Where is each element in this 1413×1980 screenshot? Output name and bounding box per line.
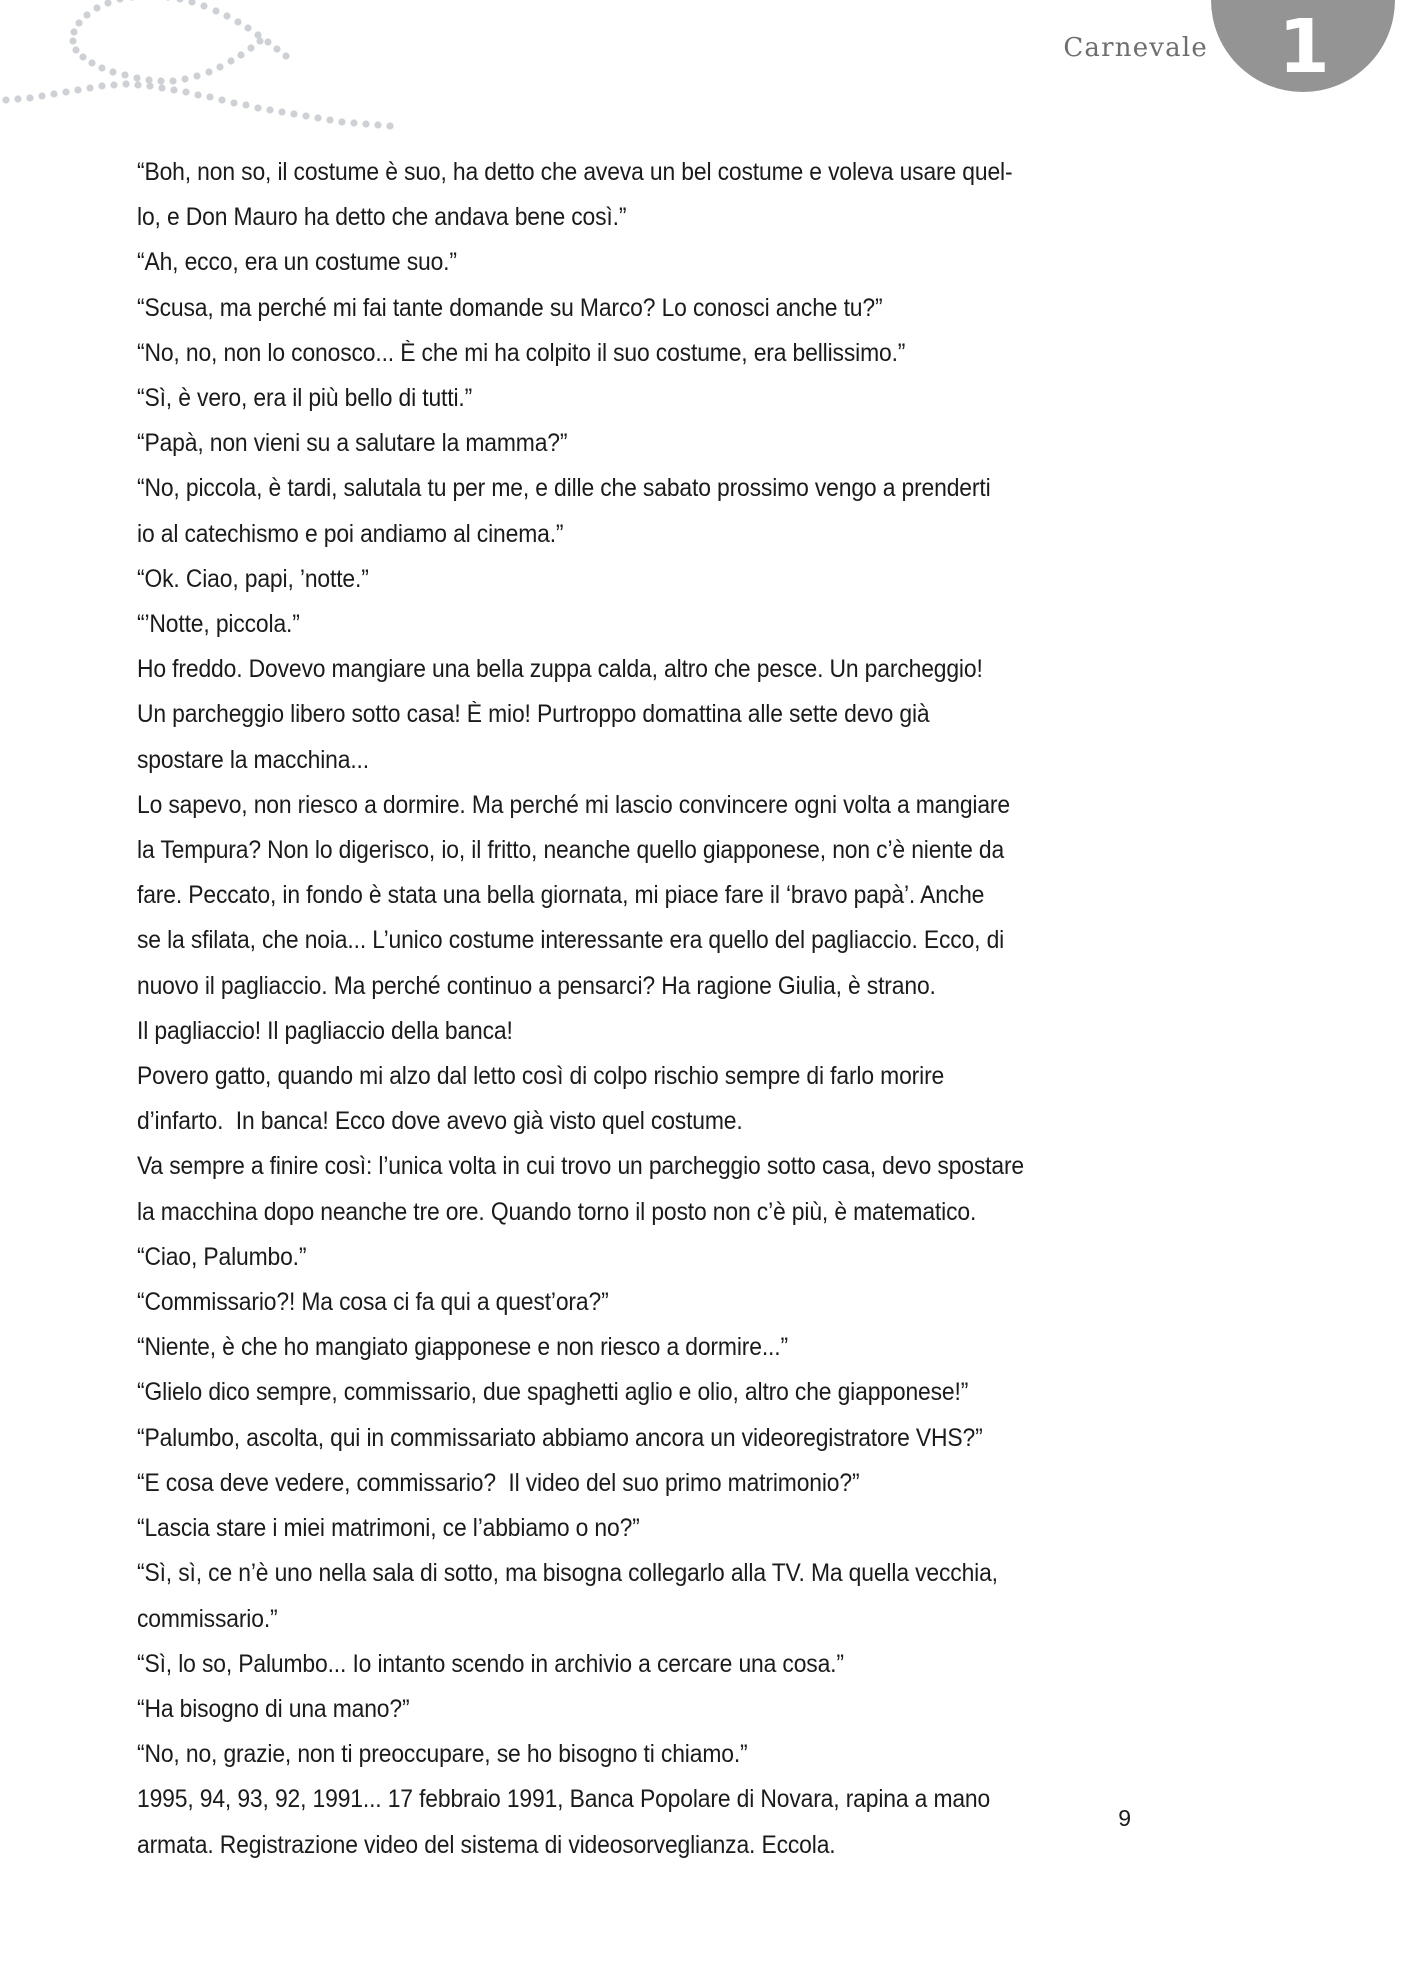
body-line: commissario.”: [137, 1605, 278, 1633]
body-line: “No, no, non lo conosco... È che mi ha colpito il suo costume, era bellissimo.”: [137, 339, 906, 367]
body-line: “Commissario?! Ma cosa ci fa qui a quest’ora?”: [137, 1289, 609, 1317]
body-line: armata. Registrazione video del sistema di videosorveglianza. Eccola.: [137, 1831, 836, 1859]
body-line: Va sempre a finire così: l’unica volta in cui trovo un parcheggio sotto casa, devo spostare: [137, 1153, 1025, 1181]
body-line: “Sì, è vero, era il più bello di tutti.”: [137, 385, 473, 413]
body-line: d’infarto. In banca! Ecco dove avevo già visto quel costume.: [137, 1108, 743, 1136]
body-line: “Ha bisogno di una mano?”: [137, 1695, 410, 1723]
body-line: Povero gatto, quando mi alzo dal letto così di colpo rischio sempre di farlo morire: [137, 1063, 945, 1091]
body-line: “E cosa deve vedere, commissario? Il video del suo primo matrimonio?”: [137, 1469, 860, 1497]
body-line: Un parcheggio libero sotto casa! È mio! Purtroppo domattina alle sette devo già: [137, 701, 930, 729]
body-line: 1995, 94, 93, 92, 1991... 17 febbraio 1991, Banca Popolare di Novara, rapina a mano: [137, 1786, 991, 1814]
body-line: io al catechismo e poi andiamo al cinema.”: [137, 520, 564, 548]
body-line: la Tempura? Non lo digerisco, io, il fritto, neanche quello giapponese, non c’è niente da: [137, 837, 1005, 865]
body-line: “Scusa, ma perché mi fai tante domande su Marco? Lo conosci anche tu?”: [137, 294, 883, 322]
body-line: “No, piccola, è tardi, salutala tu per me, e dille che sabato prossimo vengo a prenderti: [137, 475, 991, 503]
body-line: “Ah, ecco, era un costume suo.”: [137, 249, 457, 277]
body-line: “Palumbo, ascolta, qui in commissariato abbiamo ancora un videoregistratore VHS?”: [137, 1424, 983, 1452]
body-line: “Glielo dico sempre, commissario, due spaghetti aglio e olio, altro che giapponese!”: [137, 1379, 969, 1407]
body-line: Lo sapevo, non riesco a dormire. Ma perché mi lascio convincere ogni volta a mangiare: [137, 791, 1010, 819]
body-line: “Lascia stare i miei matrimoni, ce l’abbiamo o no?”: [137, 1515, 640, 1543]
body-line: “Ciao, Palumbo.”: [137, 1243, 307, 1271]
dotted-streamer-ornament-icon: [0, 0, 400, 140]
body-line: Ho freddo. Dovevo mangiare una bella zuppa calda, altro che pesce. Un parcheggio!: [137, 656, 983, 684]
body-line: “Sì, sì, ce n’è uno nella sala di sotto, ma bisogna collegarlo alla TV. Ma quella vecchia,: [137, 1560, 998, 1588]
body-line: lo, e Don Mauro ha detto che andava bene così.”: [137, 204, 627, 232]
body-line: Il pagliaccio! Il pagliaccio della banca!: [137, 1017, 513, 1045]
body-line: “’Notte, piccola.”: [137, 611, 300, 639]
chapter-number-badge: [1211, 0, 1395, 92]
body-line: “No, no, grazie, non ti preoccupare, se ho bisogno ti chiamo.”: [137, 1741, 748, 1769]
body-line: “Sì, lo so, Palumbo... Io intanto scendo in archivio a cercare una cosa.”: [137, 1650, 844, 1678]
page-header: [0, 0, 1413, 150]
body-line: spostare la macchina...: [137, 746, 369, 774]
chapter-number-label: 1: [1278, 4, 1328, 90]
body-line: se la sfilata, che noia... L’unico costume interessante era quello del pagliaccio. Ecco, di: [137, 927, 1005, 955]
body-line: “Papà, non vieni su a salutare la mamma?”: [137, 430, 568, 458]
body-line: nuovo il pagliaccio. Ma perché continuo a pensarci? Ha ragione Giulia, è strano.: [137, 972, 936, 1000]
body-line: “Ok. Ciao, papi, ’notte.”: [137, 565, 369, 593]
body-text-column: [137, 150, 1042, 1868]
page-number: 9: [1118, 1805, 1131, 1831]
body-line: “Niente, è che ho mangiato giapponese e non riesco a dormire...”: [137, 1334, 788, 1362]
body-line: la macchina dopo neanche tre ore. Quando torno il posto non c’è più, è matematico.: [137, 1198, 977, 1226]
body-line: “Boh, non so, il costume è suo, ha detto che aveva un bel costume e voleva usare quel-: [137, 159, 1013, 186]
body-line: fare. Peccato, in fondo è stata una bella giornata, mi piace fare il ‘bravo papà’. Anche: [137, 882, 985, 910]
chapter-title: Carnevale: [1063, 33, 1208, 63]
